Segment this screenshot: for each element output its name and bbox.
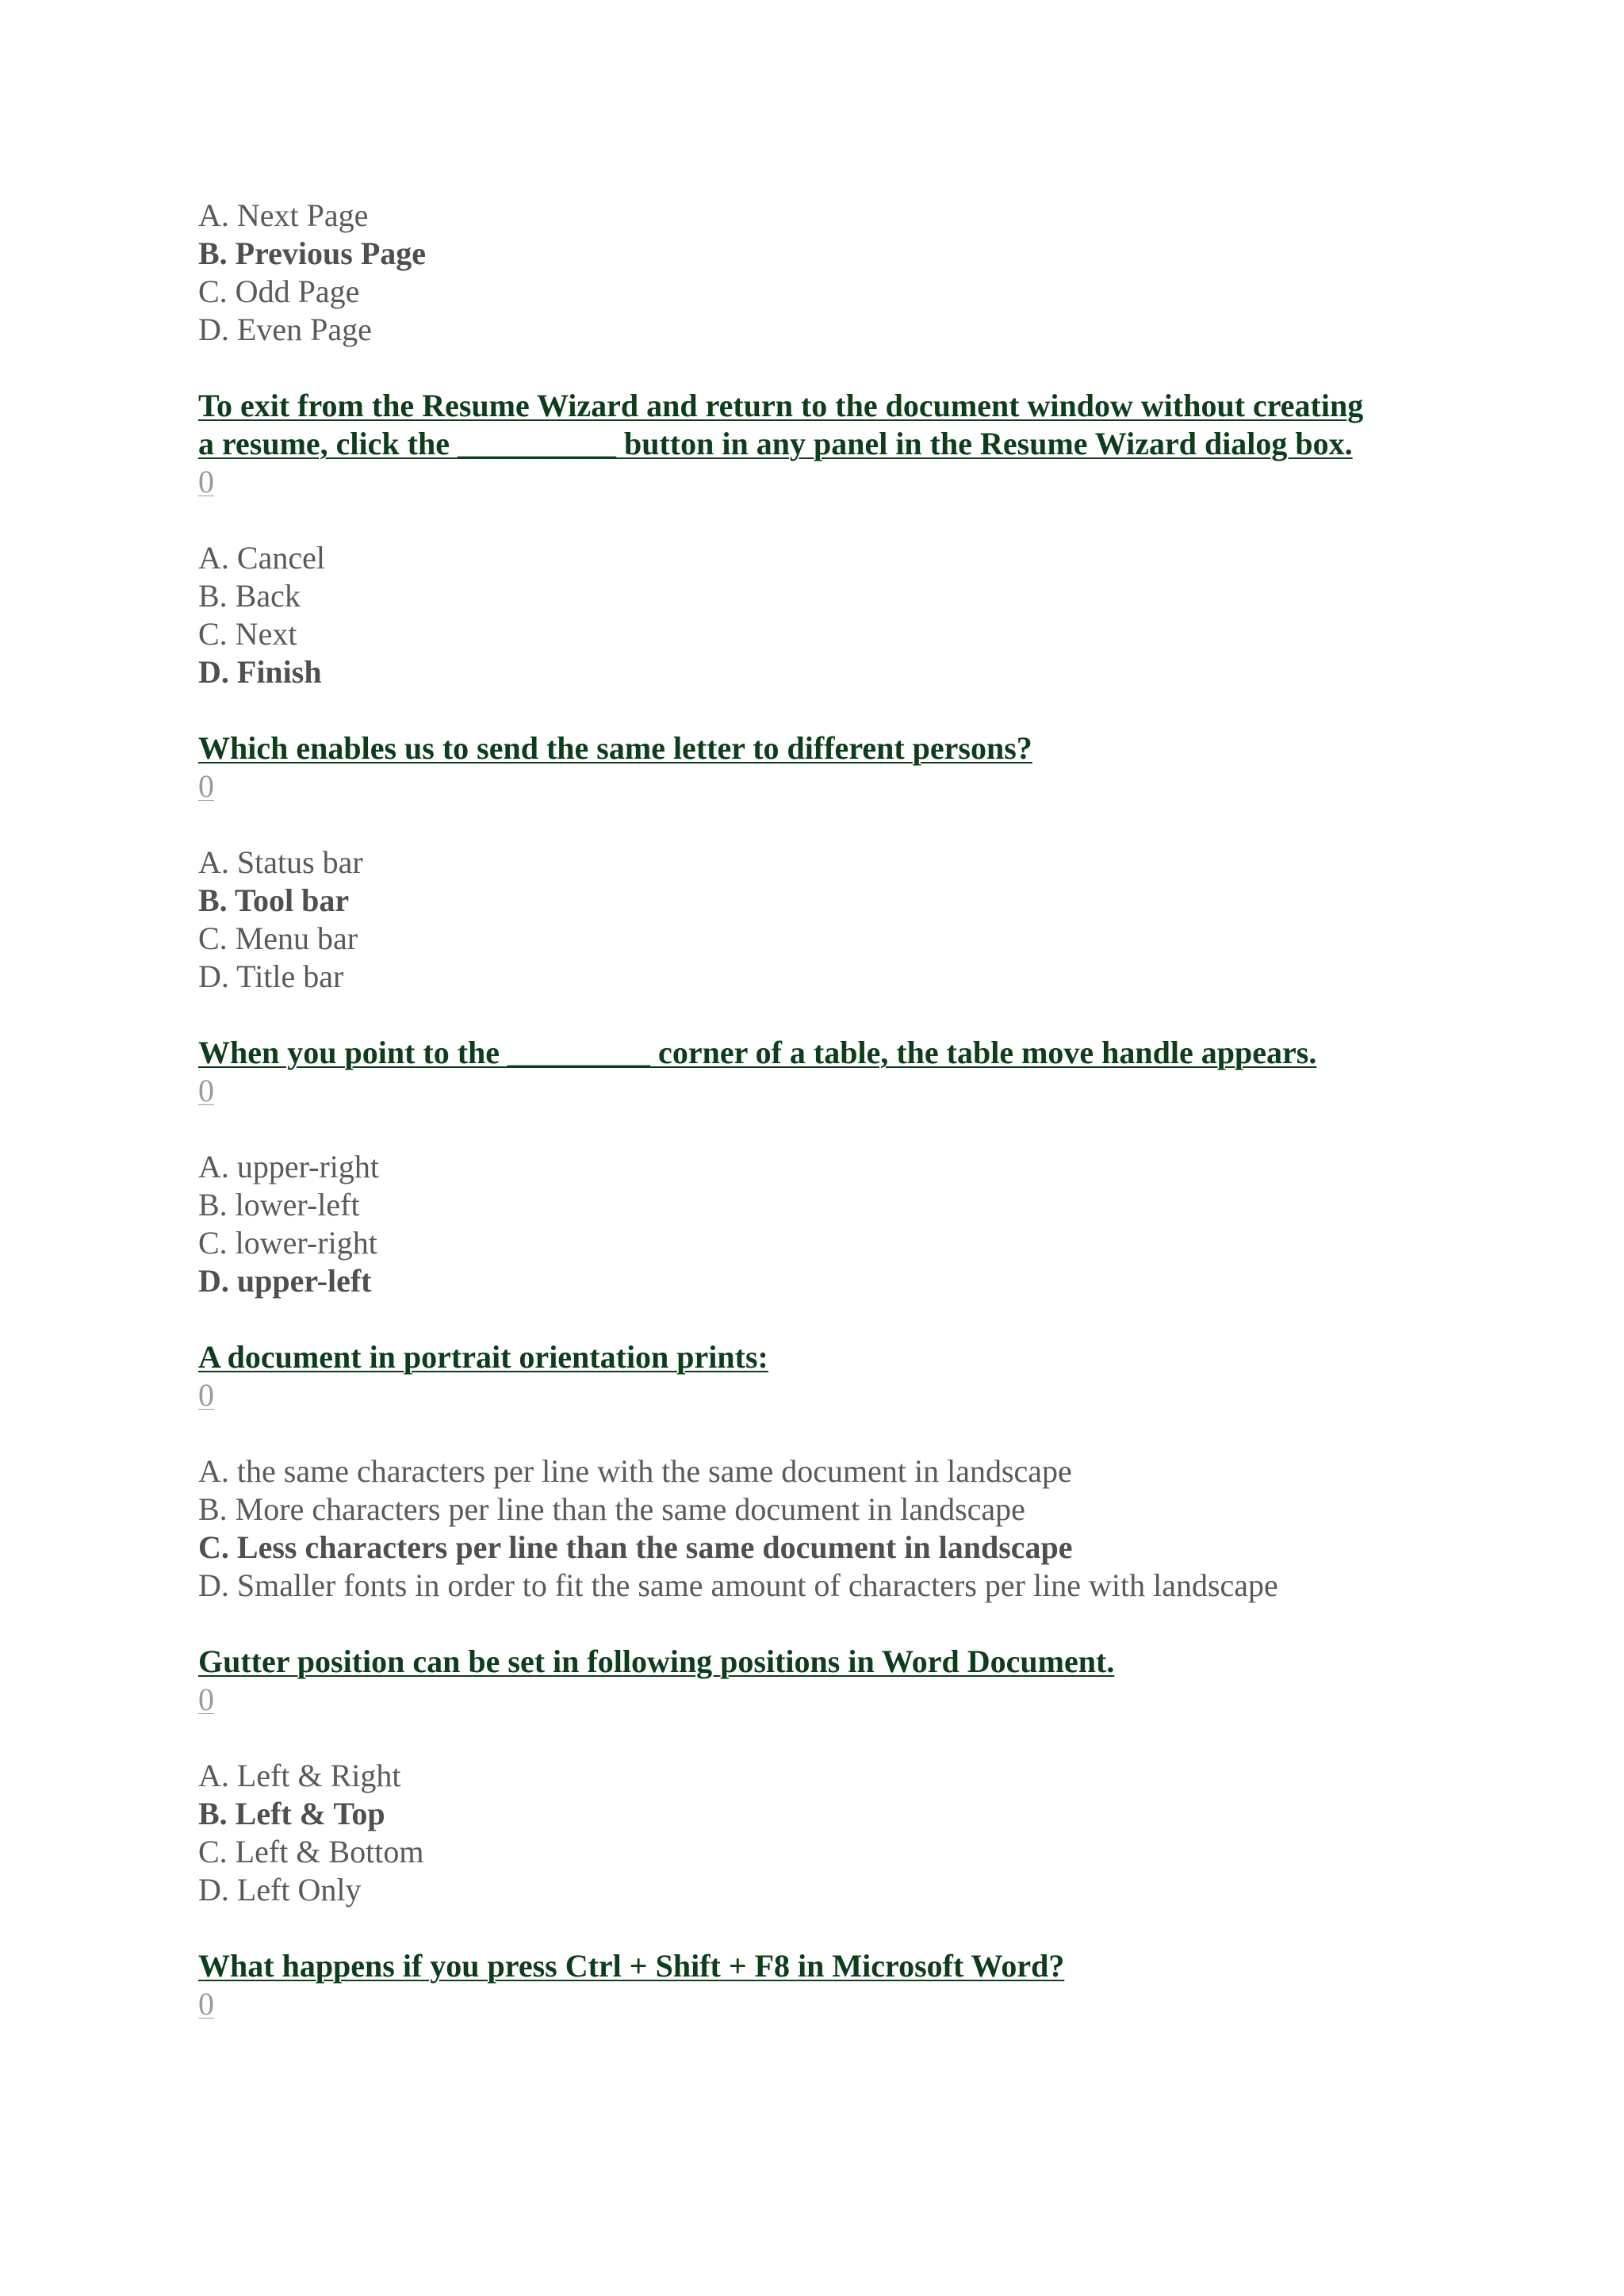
option-d-correct: D. upper-left (198, 1263, 372, 1299)
spacer (198, 1300, 1467, 1338)
option-d: D. Title bar (198, 959, 344, 994)
spacer (198, 1605, 1467, 1643)
option-a: A. upper-right (198, 1149, 380, 1184)
spacer (198, 1110, 1467, 1148)
question-text[interactable]: What happens if you press Ctrl + Shift + F8 in Microsoft Word? (198, 1948, 1065, 1984)
option-a: A. Status bar (198, 844, 363, 880)
option-a: A. Left & Right (198, 1758, 401, 1793)
option-a: A. the same characters per line with the same document in landscape (198, 1453, 1072, 1489)
question-block (198, 1338, 1467, 1605)
option-c: C. Menu bar (198, 920, 358, 956)
question-block (198, 729, 1467, 996)
answer-count-link[interactable]: 0 (198, 464, 214, 499)
option-b: B. More characters per line than the same document in landscape (198, 1491, 1025, 1527)
option-d-correct: D. Finish (198, 654, 322, 690)
spacer (198, 349, 1467, 387)
answer-count-link[interactable]: 0 (198, 768, 214, 804)
question-text[interactable]: A document in portrait orientation prints: (198, 1339, 768, 1375)
option-b-correct: B. Tool bar (198, 882, 350, 918)
answer-count-link[interactable]: 0 (198, 1682, 214, 1717)
spacer (198, 1909, 1467, 1947)
question-block (198, 1643, 1467, 1909)
spacer (198, 806, 1467, 844)
question-text[interactable]: a resume, click the __________ button in any panel in the Resume Wizard dialog box. (198, 426, 1353, 461)
answer-count-link[interactable]: 0 (198, 1377, 214, 1413)
option-a: A. Cancel (198, 540, 325, 576)
quiz-content (198, 197, 1467, 2023)
spacer (198, 1719, 1467, 1757)
option-c: C. Left & Bottom (198, 1834, 424, 1869)
question-text[interactable]: Which enables us to send the same letter to different persons? (198, 730, 1032, 766)
option-d: D. Smaller fonts in order to fit the same amount of characters per line with landscape (198, 1567, 1278, 1603)
question-block (198, 1947, 1467, 2023)
option-b: B. lower-left (198, 1187, 360, 1223)
question-text[interactable]: Gutter position can be set in following positions in Word Document. (198, 1644, 1115, 1679)
question-block (198, 1034, 1467, 1300)
question-text[interactable]: To exit from the Resume Wizard and return to the document window without creating (198, 388, 1364, 423)
option-d: D. Left Only (198, 1872, 362, 1908)
option-c: C. Next (198, 616, 297, 652)
spacer (198, 501, 1467, 539)
spacer (198, 1414, 1467, 1452)
option-d: D. Even Page (198, 312, 372, 347)
answer-count-link[interactable]: 0 (198, 1073, 214, 1108)
question-block (198, 387, 1467, 691)
option-b-correct: B. Previous Page (198, 235, 427, 271)
option-b-correct: B. Left & Top (198, 1796, 385, 1831)
option-c-correct: C. Less characters per line than the same document in landscape (198, 1529, 1073, 1565)
question-text[interactable]: When you point to the _________ corner of a table, the table move handle appears. (198, 1035, 1317, 1070)
question-block (198, 197, 1467, 349)
spacer (198, 996, 1467, 1034)
option-c: C. lower-right (198, 1225, 377, 1261)
option-c: C. Odd Page (198, 274, 360, 309)
option-b: B. Back (198, 578, 301, 614)
answer-count-link[interactable]: 0 (198, 1986, 214, 2022)
option-a: A. Next Page (198, 197, 369, 233)
spacer (198, 691, 1467, 729)
